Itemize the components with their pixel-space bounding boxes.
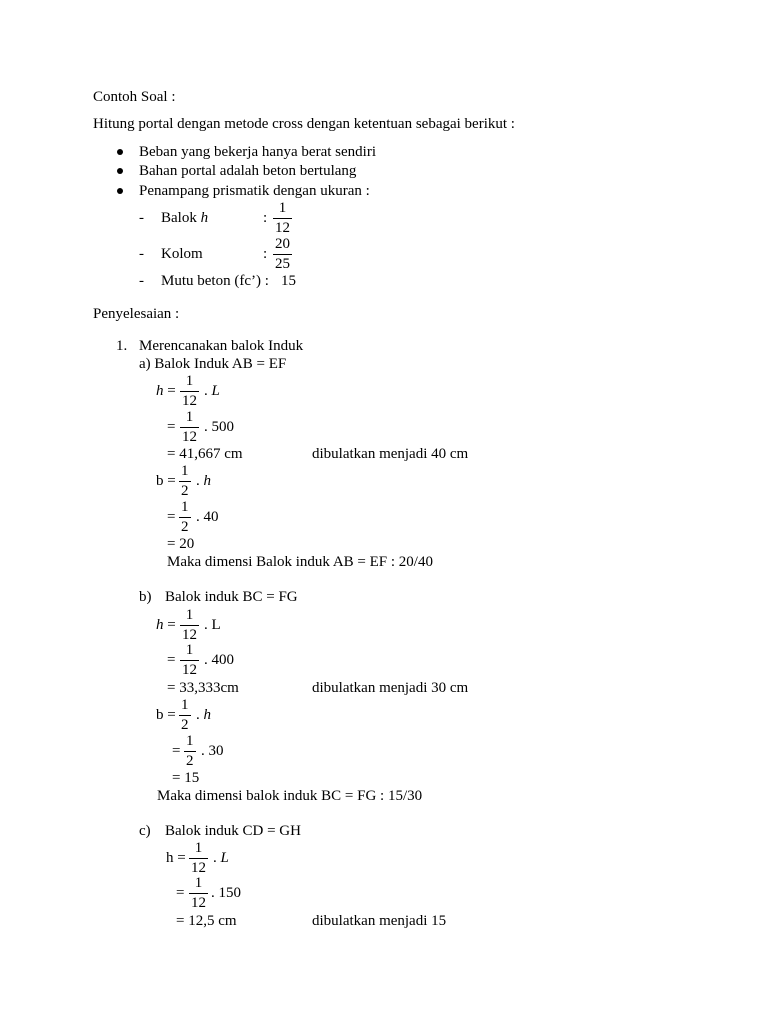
rounding-note: dibulatkan menjadi 30 cm [312,680,469,696]
bullet-dot [117,149,123,155]
formula-result: = 33,333cm [167,680,239,696]
spec-colon: : [263,246,268,262]
page-title: Contoh Soal : [93,89,176,105]
fraction-1-12: $\frac{1}{12}$ [191,875,206,911]
section-c-letter: c) [139,823,151,839]
formula-mult: . L [204,383,220,399]
spec-kolom-label: Kolom [161,246,203,262]
spec-dash: - [139,246,144,262]
fraction-1-2: $\frac{1}{2}$ [186,733,194,769]
spec-mutu-label: Mutu beton (fc’) : [161,273,269,289]
section-b-conclusion: Maka dimensi balok induk BC = FG : 15/30 [157,788,423,804]
equals-sign: = [176,885,185,901]
spec-balok-fraction: $\frac{1}{12}$ [275,200,290,236]
spec-balok-label: Balok h [161,210,209,226]
step-number: 1. [116,338,128,354]
formula-result: = 15 [172,770,200,786]
formula-mult: . 30 [201,743,224,759]
formula-h-var: h = [166,850,186,866]
bullet-dot [117,188,123,194]
fraction-1-12: $\frac{1}{12}$ [182,409,197,445]
formula-mult: . L [213,850,229,866]
spec-dash: - [139,210,144,226]
formula-result: = 12,5 cm [176,913,237,929]
formula-result: = 20 [167,536,195,552]
bullet-item-2: Bahan portal adalah beton bertulang [139,163,357,179]
formula-mult: . 150 [211,885,241,901]
equals-sign: = [167,652,176,668]
step-title: Merencanakan balok Induk [139,338,304,354]
solution-heading: Penyelesaian : [93,306,180,322]
rounding-note: dibulatkan menjadi 15 [312,913,447,929]
fraction-1-2: $\frac{1}{2}$ [181,697,189,733]
formula-result: = 41,667 cm [167,446,243,462]
fraction-1-12: $\frac{1}{12}$ [182,607,197,643]
fraction-1-2: $\frac{1}{2}$ [181,463,189,499]
bullet-dot [117,168,123,174]
equals-sign: = [172,743,181,759]
spec-kolom-fraction: $\frac{20}{25}$ [275,236,290,272]
spec-mutu-value: 15 [281,273,296,289]
bullet-item-1: Beban yang bekerja hanya berat sendiri [139,144,376,160]
formula-mult: . 400 [204,652,234,668]
formula-mult: . 40 [196,509,219,525]
formula-mult: . L [204,617,221,633]
spec-dash: - [139,273,144,289]
formula-mult: . h [196,707,211,723]
formula-b-var: b = [156,473,176,489]
equals-sign: = [167,419,176,435]
formula-b-var: b = [156,707,176,723]
formula-mult: . h [196,473,211,489]
section-c-label: Balok induk CD = GH [165,823,301,839]
fraction-1-2: $\frac{1}{2}$ [181,499,189,535]
section-a-label: a) Balok Induk AB = EF [139,356,287,372]
section-b-letter: b) [139,589,152,605]
rounding-note: dibulatkan menjadi 40 cm [312,446,469,462]
task-statement: Hitung portal dengan metode cross dengan ketentuan sebagai berikut : [93,116,515,132]
equals-sign: = [167,509,176,525]
fraction-1-12: $\frac{1}{12}$ [182,373,197,409]
fraction-1-12: $\frac{1}{12}$ [182,642,197,678]
formula-h-var: h = [156,383,176,399]
section-b-label: Balok induk BC = FG [165,589,298,605]
formula-mult: . 500 [204,419,234,435]
spec-colon: : [263,210,268,226]
section-a-conclusion: Maka dimensi Balok induk AB = EF : 20/40 [167,554,433,570]
bullet-item-3: Penampang prismatik dengan ukuran : [139,183,370,199]
formula-h-var: h = [156,617,176,633]
fraction-1-12: $\frac{1}{12}$ [191,840,206,876]
